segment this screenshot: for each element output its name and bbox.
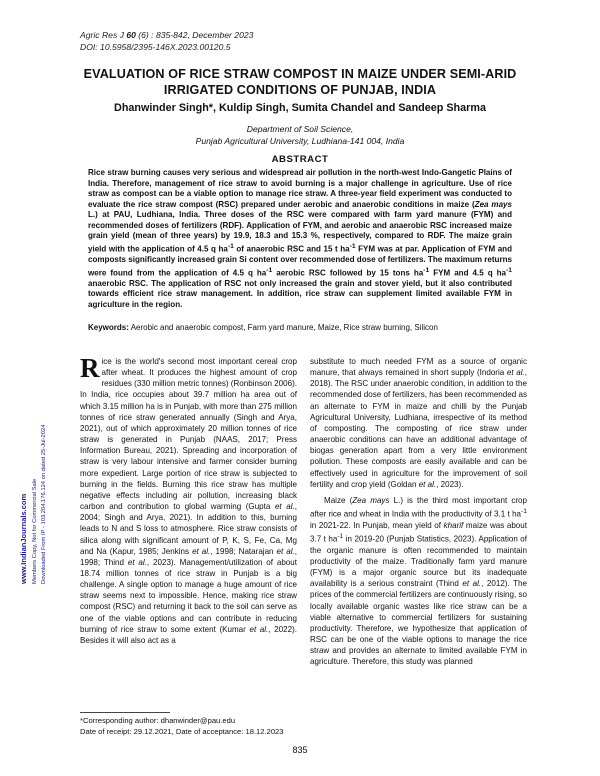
- doi: DOI: 10.5958/2395-146X.2023.00120.5: [80, 42, 231, 52]
- keywords: Keywords: Aerobic and anaerobic compost, Farm yard manure, Maize, Rice straw burning, Silicon: [88, 323, 438, 332]
- footnote-rule: [80, 712, 170, 713]
- drop-cap: R: [80, 353, 100, 383]
- abstract-body: Rice straw burning causes very serious and widespread air pollution in the north-west Indo-Gangetic Plains of India. Therefore, management of rice straw to avoid burning is a major challenge in agriculture. Use of rice straw as compost can be a viable option to manage rice straw. A three-year field experiment was conducted to evaluate the rice straw compost (RSC) prepared under aerobic and anaerobic conditions in maize (Zea mays L.) at PAU, Ludhiana, India. Three doses of the RSC were compared with farm yard manure (FYM) and recommended doses of fertilizers (RDF). Application of FYM, and aerobic and anaerobic RSC increased maize grain yield (mean of three years) by 19.9, 18.3 and 15.3 %, respectively, compared to RDF. The maize grain yield with the application of 4.5 q $ha^{-1}$ of anaerobic RSC and 15 t $ha^{-1}$ FYM was at par. Application of FYM and composts significantly increased grain Si content over recommended dose of fertilizers. The maximum returns were found from the application of 4.5 q $ha^{-1}$ aerobic RSC followed by 15 tons $ha^{-1}$ FYM and 4.5 q $ha^{-1}$ anaerobic RSC. The application of RSC not only increased the grain and stover yield, but it also contributed towards efficient rice straw management. In addition, rice straw can supplement limited available FYM in agriculture in the region.: [88, 168, 512, 309]
- footnote: [80, 715, 284, 737]
- authors: Dhanwinder Singh*, Kuldip Singh, Sumita Chandel and Sandeep Sharma: [114, 102, 486, 114]
- left-column: Rice is the world's second most important cereal crop after wheat. It produces the highest amount of crop residues (330 million metric tonnes) (Ronbinson 2006). In India, rice occupies about 39.7 million ha area out of which 3.15 million ha is in Punjab, with more than 275 million tonnes of rice straw generated annually (Singh and Arya, 2021), out of which approximately 20 million tonnes of rice straw is generated in Punjab (NAAS, 2017; Press Information Bureau, 2021). Spreading and incorporation of straw is very labour intensive and farmer consider burning more expedient. Large portion of rice straw is subjected to burning in the fields. Burning this rice straw has multiple negative effects including air pollution, increasing black carbon and contribution to global warming (Gupta et al., 2004; Singh and Arya, 2021). In addition to this, burning leads to N and S loss to atmosphere. Rice straw consists of silica along with significant amount of P, K, S, Fe, Ca, Mg and Na (Kapur, 1985; Jenkins et al., 1998; Natarajan et al., 1998; Thind et al., 2023). Management/utilization of about 18.74 million tonnes of rice straw in Punjab is a big challenge. A single option to manage a huge amount of rice straw seems next to impossible. Hence, making rice straw compost (RSC) and returning it back to the soil can serve as one of the viable options and can contribute in reducing burning of rice straw to some extent (Kumar et al., 2022). Besides it will also act as a: [80, 353, 298, 645]
- article-title: EVALUATION OF RICE STRAW COMPOST IN MAIZE UNDER SEMI-ARID IRRIGATED CONDITIONS OF PUNJAB, INDIA: [83, 67, 517, 97]
- site-link[interactable]: www.IndianJournals.com: [19, 493, 28, 584]
- abstract-heading: ABSTRACT: [271, 154, 329, 165]
- journal-header: [80, 29, 253, 53]
- download-watermark: [20, 344, 66, 584]
- right-column: substitute to much needed FYM as a source of organic manure, that always remained in short supply (Indoria et al., 2018). The RSC under anaerobic condition, in addition to the recommended dose of fertilizers, has been recommended as an alternate to FYM in maize and chilli by the Punjab Agricultural University, Ludhiana, irrespective of its method of composting. The composting of rice straw under anaerobic conditions can have an additional advantage of biogas generation apart from a very little environment pollution. These composts are easily available and can be effectively used in agriculture for the improvement of soil fertility and crop yield (Goldan et al., 2023). Maize (Zea mays L.) is the third most important crop after rice and wheat in India with the productivity of 3.1 t $ha^{-1}$ in 2021-22. In Punjab, mean yield of kharif maize was about 3.7 t $ha^{-1}$ in 2019-20 (Punjab Statistics, 2023). Application of the organic manure is often recommended to maintain productivity of the maize. Traditionally farm yard manure (FYM) is a major organic source but its inadequate availability is a serious constraint (Thind et al., 2012). The prices of the commercial fertilizers are continuously rising, so locally available organic wastes like rice straw can be a viable alternative to commercial fertilizers for sustaining productivity. Therefore, we hypothesize that application of RSC can be one of the viable options to manage the rice straw and provides an alternate to limited available FYM in agriculture. Therefore, this study was planned: [310, 357, 527, 667]
- journal-citation: Agric Res J 60 (6) : 835-842, December 2023: [80, 30, 254, 40]
- receipt-dates: Date of receipt: 29.12.2021, Date of acceptance: 18.12.2023: [80, 727, 284, 736]
- affiliation: Department of Soil Science, Punjab Agricultural University, Ludhiana-141 004, India: [195, 124, 405, 146]
- members-notice: Members Copy, Not for Commercial Sale: [32, 478, 38, 584]
- page-number: 835: [292, 745, 308, 755]
- download-notice: Downloaded From IP - 103.204.176.124 on dated 25-Jul-2024: [41, 424, 47, 584]
- corresponding-author: *Corresponding author: dhanwinder@pau.edu: [80, 716, 236, 725]
